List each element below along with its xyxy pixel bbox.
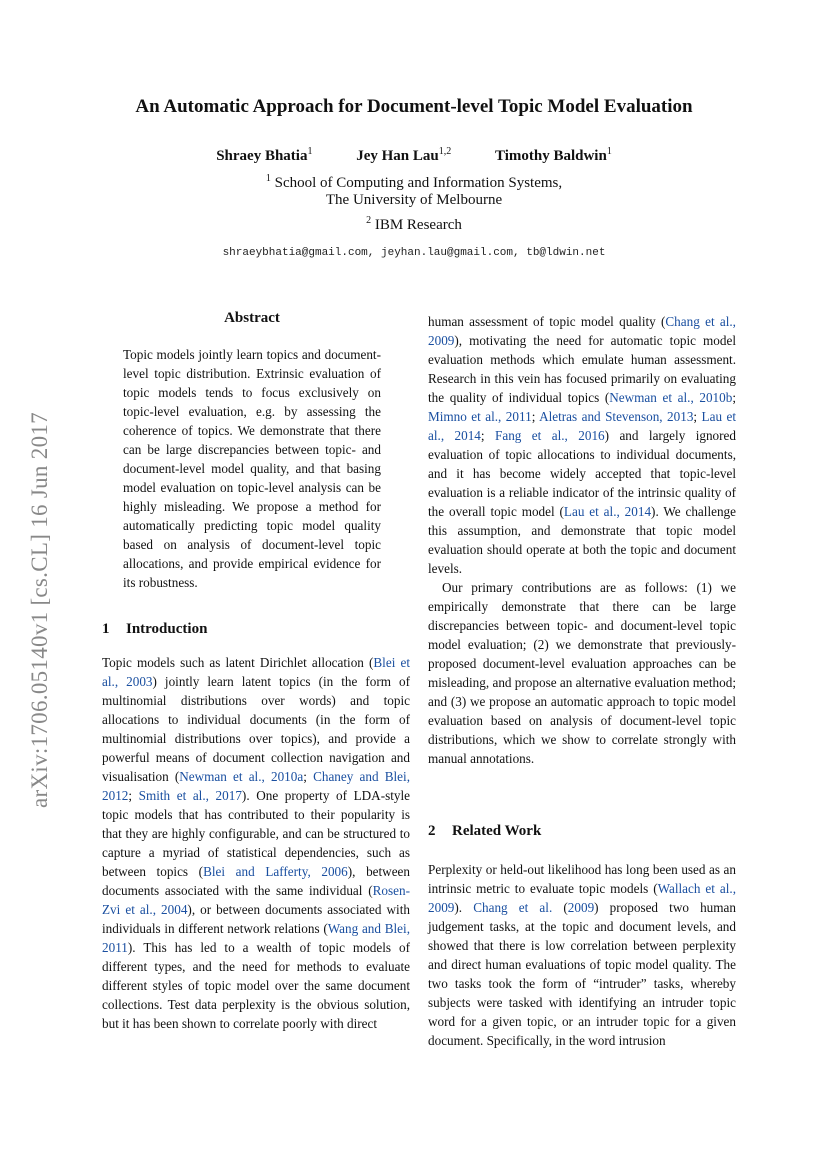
affiliation-1: $^1$ School of Computing and Information Systems,	[265, 173, 563, 191]
citation-link[interactable]: Fang	[495, 428, 522, 443]
citation-link[interactable]: et al., 2009	[428, 314, 736, 348]
citation-link[interactable]: Newman et al., 2010b	[609, 390, 733, 405]
citation-link[interactable]: Chaney and Blei, 2012	[102, 769, 411, 803]
citation-link[interactable]: Smith et al.,	[138, 788, 209, 803]
paper-title: An Automatic Approach for Document-level Topic Model Evaluation	[135, 96, 693, 117]
author: Jey Han Lau$^{1,2}$	[356, 146, 452, 164]
section-heading-related-work: 2 Related Work	[428, 823, 542, 839]
citation-link[interactable]: Blei et al., 2003	[102, 655, 410, 689]
citation-link[interactable]: Chang et al.	[473, 900, 553, 915]
citation-link[interactable]: Wallach et al., 2009	[428, 881, 736, 915]
citation-link[interactable]: et al., 2016	[531, 428, 605, 443]
abstract-text: Topic models jointly learn topics and document-level topic distribution. Extrinsic evaluation of topic models tends to focus exclusively on topic-level evaluation, e.g. by assessing the coherence of topics. We demonstrate that there can be large discrepancies between topic- and document-level model quality, and that basing model evaluation on topic-level analysis can be highly misleading. We propose a method for automatically predicting topic model quality based on analysis of document-level topic allocations, and provide empirical evidence for its robustness.	[123, 347, 381, 590]
citation-link[interactable]: 2009	[567, 900, 595, 915]
citation-link[interactable]: Rosen-Zvi et al., 2004	[102, 883, 410, 917]
citation-link[interactable]: Lau et al., 2014	[563, 504, 652, 519]
right-column-paragraph-1: human assessment of topic model quality (Chang et al., 2009), motivating the need for automatic topic model evaluation methods which emulate human assessment. Research in this vein has focused primarily on evaluating the quality of individual topics (Newman et al., 2010b; Mimno et al., 2011; Aletras and Stevenson, 2013; Lau et al., 2014; Fang et al., 2016) and largely ignored evaluation of topic allocations to individual documents, and it has become widely accepted that topic-level evaluation is a reliable indicator of the intrinsic quality of the overall topic model (Lau et al., 2014). We challenge this assumption, and demonstrate that topic model evaluation should operate at both the topic and document levels. Our primary contributions are as follows: (1) we empirically demonstrate that there can be large discrepancies between topic- and document-level topic model evaluation; (2) we demonstrate that previously-proposed document-level evaluation approaches can be misleading, and propose an alternative evaluation method; and (3) we propose an automatic approach to topic model evaluation based on analysis of document-level topic distributions, which we show to correlate strongly with manual annotations.	[428, 314, 737, 766]
citation-link[interactable]: Blei and Lafferty, 2006	[203, 864, 348, 879]
citation-link[interactable]: Aletras and Stevenson, 2013	[539, 409, 694, 424]
abstract-heading: Abstract	[224, 310, 280, 326]
citation-link[interactable]: Chang	[665, 314, 700, 329]
citation-link[interactable]: Lau et al., 2014	[428, 409, 736, 443]
citation-link[interactable]: Mimno et al., 2011	[428, 409, 532, 424]
section-heading-introduction: 1 Introduction	[102, 621, 208, 637]
author-list	[0, 146, 828, 165]
citation-link[interactable]: Newman	[179, 769, 227, 784]
author-emails: shraeybhatia@gmail.com, jeyhan.lau@gmail.com, tb@ldwin.net	[222, 247, 606, 259]
citation-link[interactable]: 2017	[215, 788, 242, 803]
affiliation-1-line2: The University of Melbourne	[325, 192, 503, 208]
author: Timothy Baldwin$^1$	[494, 146, 612, 164]
citation-link[interactable]: et al., 2010a	[233, 769, 304, 784]
related-work-paragraph: Perplexity or held-out likelihood has long been used as an intrinsic metric to evaluate topic models (Wallach et al., 2009). Chang et al. (2009) proposed two human judgement tasks, at the topic and document levels, and showed that there is low correlation between perplexity and direct human evaluations of topic model quality. The two tasks took the form of “intruder” tasks, whereby subjects were tasked with identifying an intruder topic word for a given topic, or an intruder topic for a given document. Specifically, in the word intrusion	[428, 862, 736, 1048]
contributions-paragraph: Our primary contributions are as follows: (1) we empirically demonstrate that there can be large discrepancies between topic- and document-level topic model evaluation; (2) we demonstrate that previously-proposed document-level evaluation approaches can be misleading, and propose an alternative evaluation method; and (3) we propose an automatic approach to topic model evaluation based on analysis of document-level topic distributions, which we show to correlate strongly with manual annotations.	[428, 580, 736, 766]
author: Shraey Bhatia$^1$	[216, 146, 313, 164]
citation-link[interactable]: Wang and Blei, 2011	[102, 921, 410, 955]
affiliation-2: $^2$ IBM Research	[366, 215, 462, 233]
arxiv-stamp: arXiv:1706.05140v1 [cs.CL] 16 Jun 2017	[27, 412, 52, 808]
introduction-paragraph: Topic models such as latent Dirichlet allocation (Blei et al., 2003) jointly learn latent topics (in the form of multinomial distributions over words) and topic allocations to individual documents (in the form of multinomial distributions over topics), and provide a powerful means of document collection navigation and visualisation (Newman et al., 2010a; Chaney and Blei, 2012; Smith et al., 2017). One property of LDA-style topic models that has contributed to their popularity is that they are highly configurable, and can be structured to capture a myriad of statistical dependencies, such as between topics (Blei and Lafferty, 2006), between documents associated with the same individual (Rosen-Zvi et al., 2004), or between documents associated with individuals in different network relations (Wang and Blei, 2011). This has led to a wealth of topic models of different types, and the need for methods to evaluate different styles of topic model over the same document collections. Test data perplexity is the obvious solution, but it has been shown to correlate poorly with direct	[102, 655, 411, 1031]
